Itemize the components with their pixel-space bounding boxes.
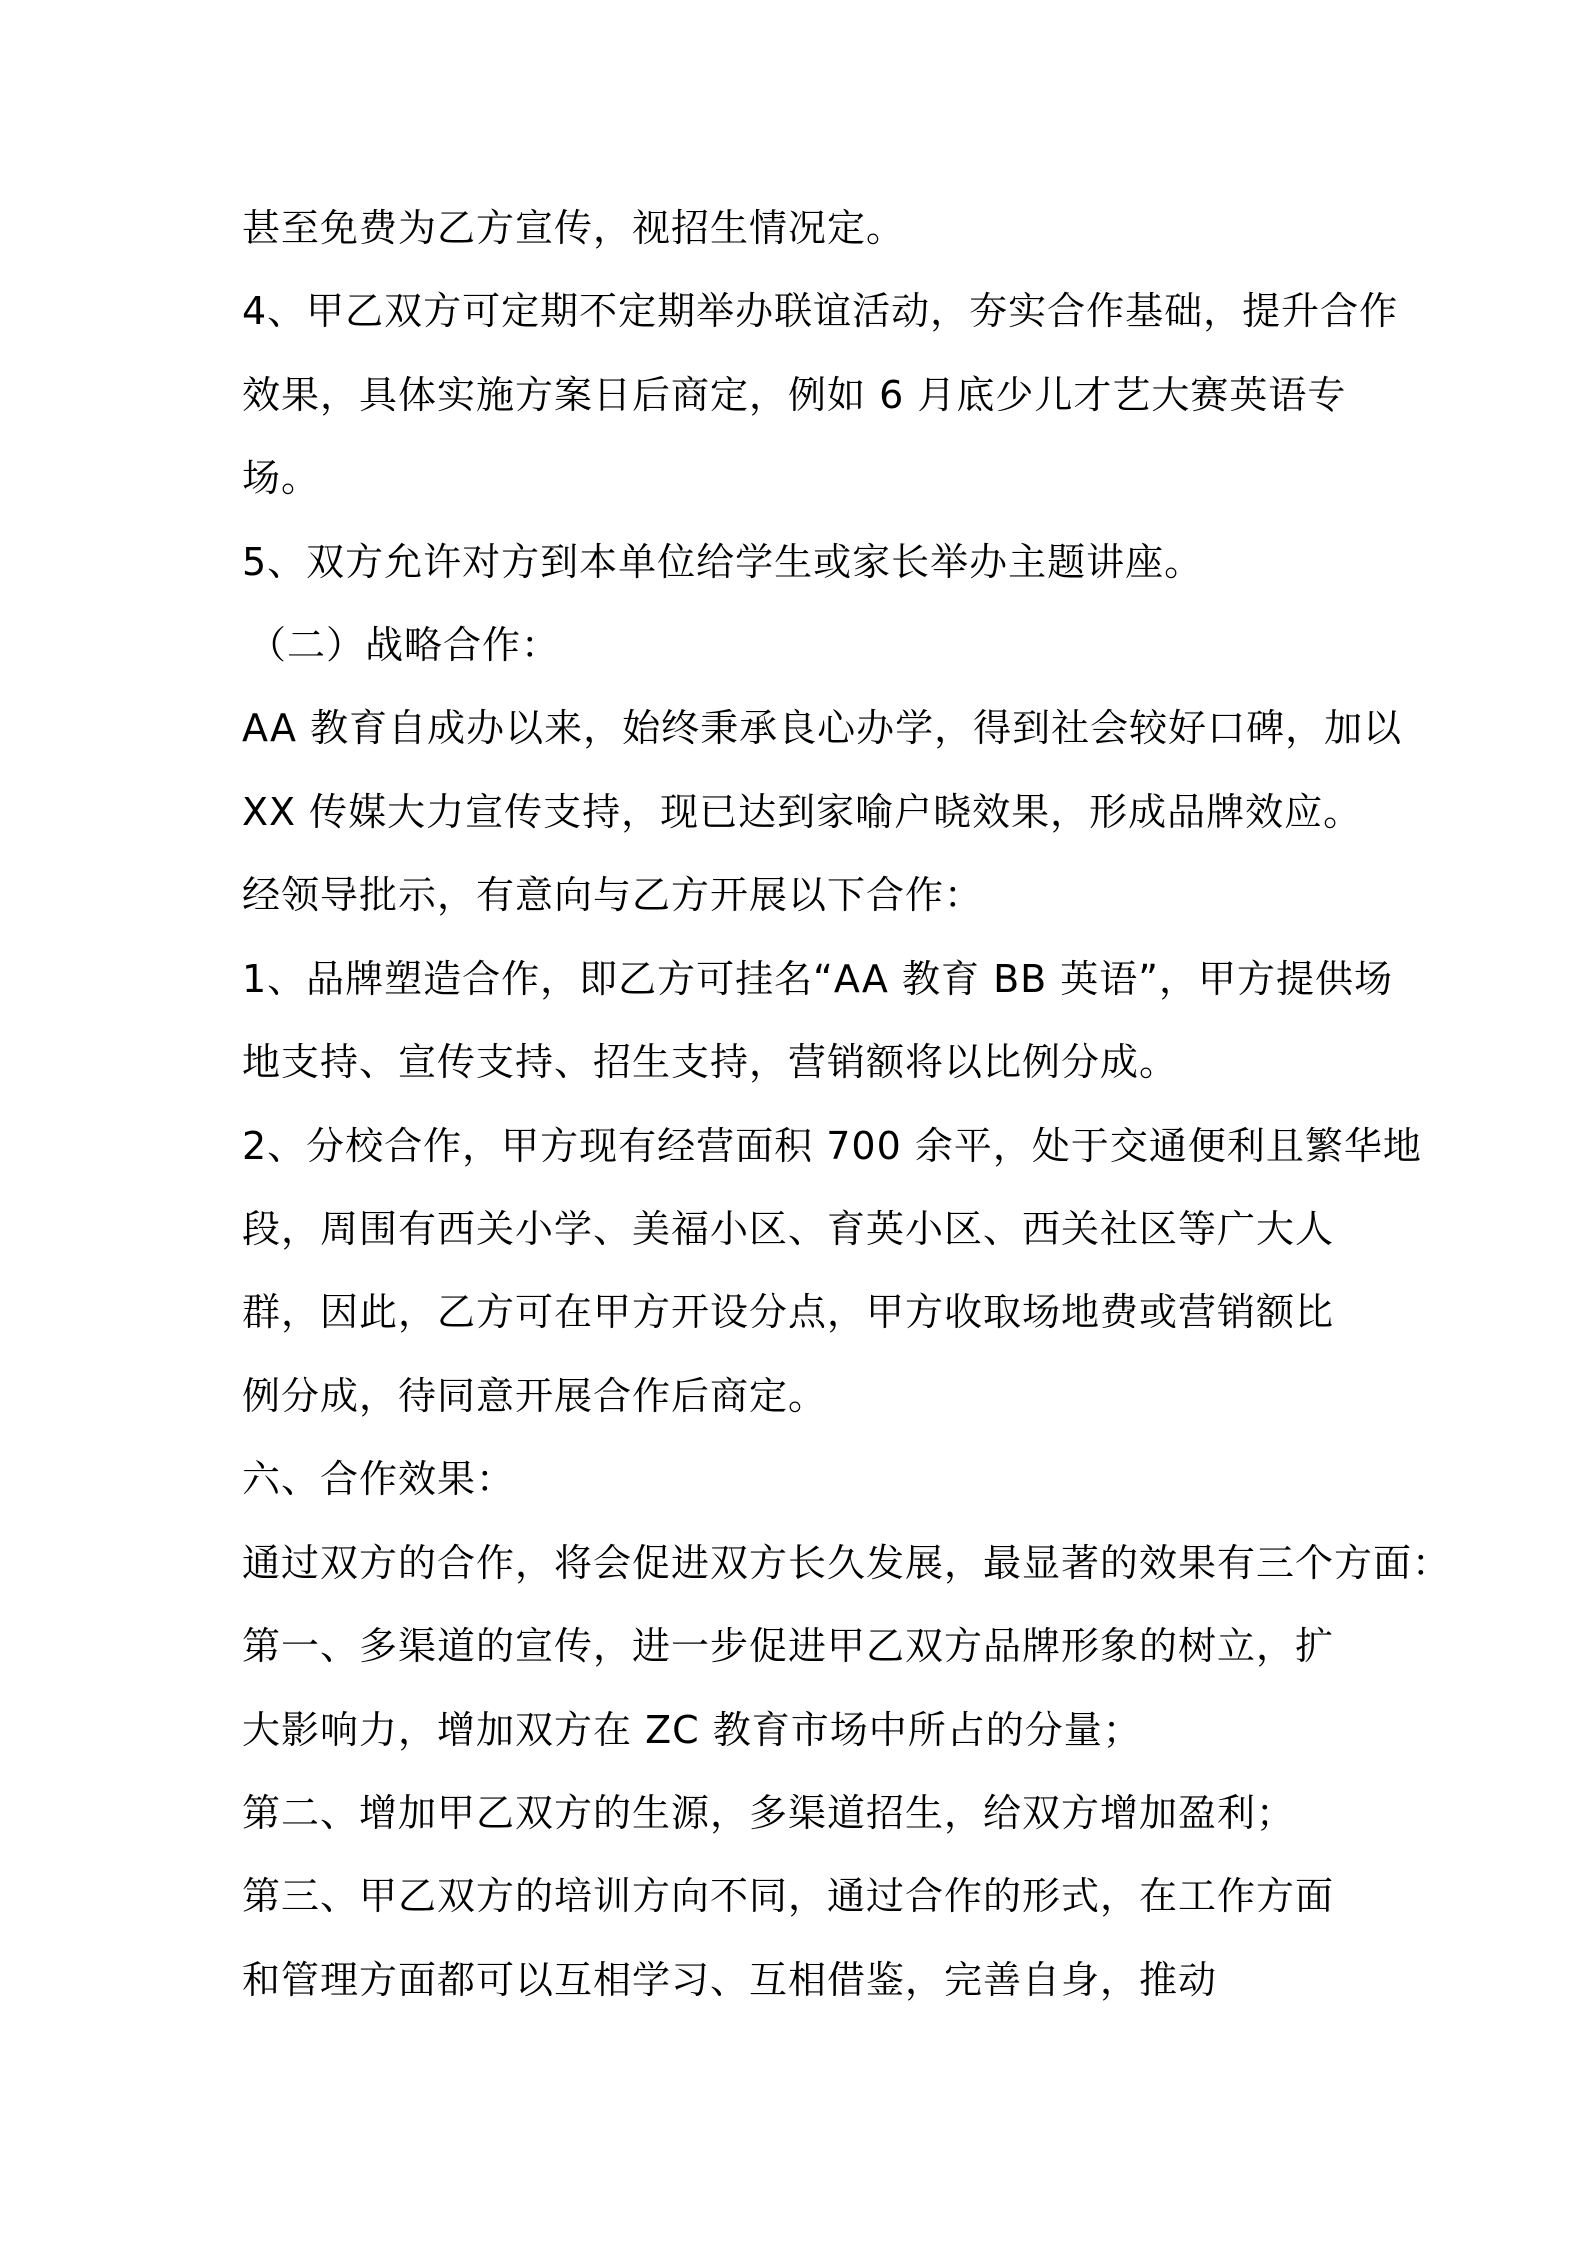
- section-heading: 六、合作效果：: [242, 1457, 516, 1501]
- paragraph-line: 1、品牌塑造合作，即乙方可挂名“AA 教育 BB 英语”，甲方提供场: [242, 957, 1393, 1001]
- paragraph-line: 例分成，待同意开展合作后商定。: [242, 1374, 828, 1418]
- paragraph-line: 4、甲乙双方可定期不定期举办联谊活动，夯实合作基础，提升合作: [242, 289, 1399, 333]
- paragraph-line: 经领导批示，有意向与乙方开展以下合作：: [242, 873, 984, 917]
- section-heading: （二）战略合作：: [248, 623, 561, 667]
- paragraph-line: 2、分校合作，甲方现有经营面积 700 余平，处于交通便利且繁华地: [242, 1124, 1422, 1168]
- paragraph-line: 群，因此，乙方可在甲方开设分点，甲方收取场地费或营销额比: [242, 1290, 1335, 1334]
- paragraph-line: 第一、多渠道的宣传，进一步促进甲乙双方品牌形象的树立，扩: [242, 1624, 1335, 1668]
- paragraph-line: 5、双方允许对方到本单位给学生或家长举办主题讲座。: [242, 540, 1204, 584]
- paragraph-line: 效果，具体实施方案日后商定，例如 6 月底少儿才艺大赛英语专: [242, 373, 1347, 417]
- paragraph-line: 甚至免费为乙方宣传，视招生情况定。: [242, 206, 906, 250]
- paragraph-line: 和管理方面都可以互相学习、互相借鉴，完善自身，推动: [242, 1958, 1218, 2002]
- paragraph-line: 地支持、宣传支持、招生支持，营销额将以比例分成。: [242, 1040, 1179, 1084]
- paragraph-line: 大影响力，增加双方在 ZC 教育市场中所占的分量；: [242, 1708, 1142, 1752]
- paragraph-line: 段，周围有西关小学、美福小区、育英小区、西关社区等广大人: [242, 1207, 1335, 1251]
- paragraph-line: 通过双方的合作，将会促进双方长久发展，最显著的效果有三个方面：: [242, 1541, 1452, 1585]
- paragraph-line: 场。: [242, 456, 321, 500]
- paragraph-line: XX 传媒大力宣传支持，现已达到家喻户晓效果，形成品牌效应。: [242, 790, 1363, 834]
- paragraph-line: 第三、甲乙双方的培训方向不同，通过合作的形式，在工作方面: [242, 1874, 1335, 1918]
- paragraph-line: 第二、增加甲乙双方的生源，多渠道招生，给双方增加盈利；: [242, 1791, 1296, 1835]
- paragraph-line: AA 教育自成办以来，始终秉承良心办学，得到社会较好口碑，加以: [242, 706, 1403, 750]
